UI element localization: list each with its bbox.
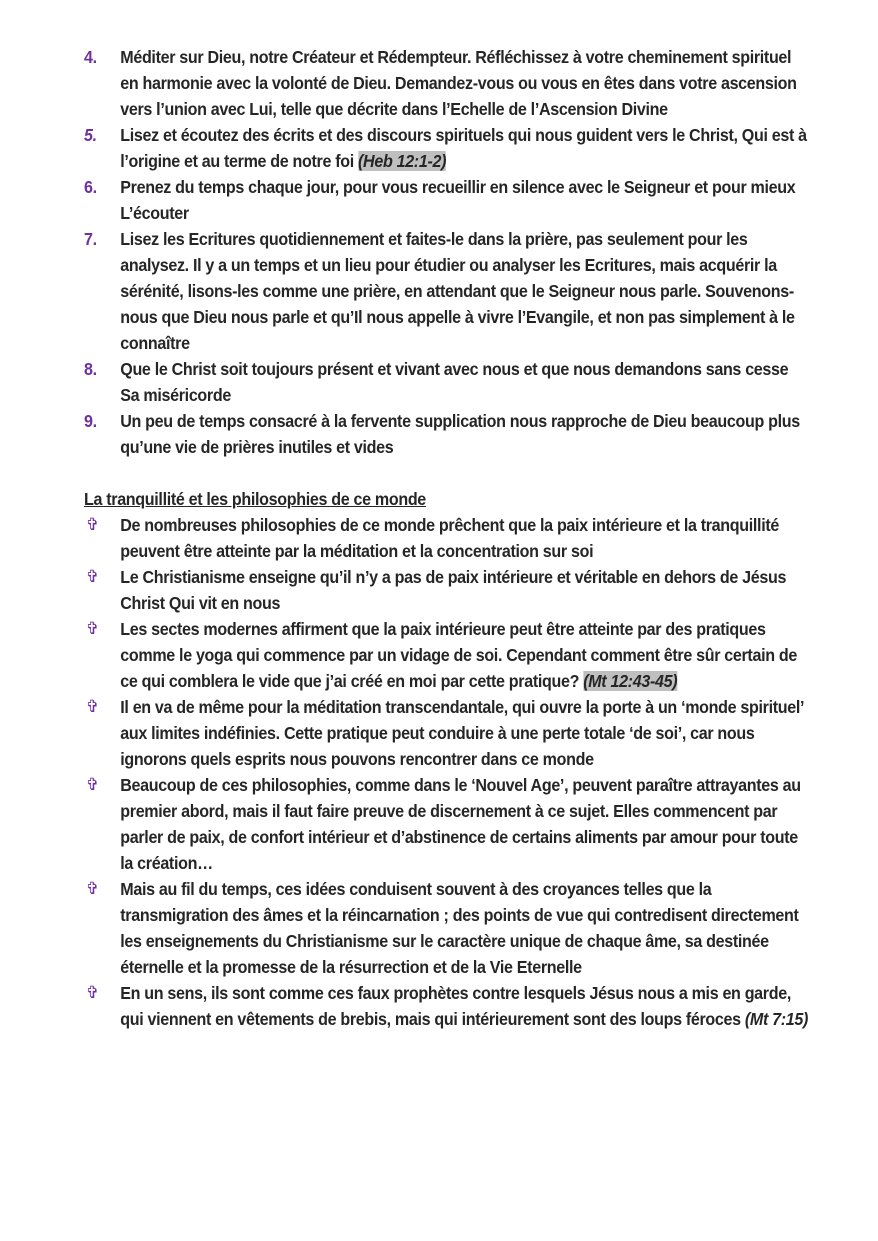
item-number: 5. [84,125,97,145]
bullet-text: En un sens, ils sont comme ces faux prophètes contre lesquels Jésus nous a mis en garde, qui viennent en vêtements de brebis, mais qui intérieurement sont des loups féroces [120,983,791,1029]
scripture-reference: (Mt 12:43-45) [583,671,678,691]
bullet-item [84,980,809,1032]
list-item [84,44,809,122]
list-item [84,122,809,174]
item-number: 8. [84,359,97,379]
list-item [84,226,809,356]
item-text: Prenez du temps chaque jour, pour vous recueillir en silence avec le Seigneur et pour mieux L’écouter [120,177,796,223]
latin-cross-icon: ✞ [85,697,99,716]
item-text: Que le Christ soit toujours présent et vivant avec nous et que nous demandons sans cesse Sa miséricorde [120,359,789,405]
bullet-item [84,616,809,694]
bullet-item [84,876,809,980]
bullet-text: Beaucoup de ces philosophies, comme dans le ‘Nouvel Age’, peuvent paraître attrayantes au premier abord, mais il faut faire preuve de discernement à ce sujet. Elles commencent par parler de paix, de confort intérieur et d’abstinence de certains aliments par amour pour toute la création… [120,775,801,873]
item-number: 9. [84,411,97,431]
latin-cross-icon: ✞ [85,879,99,898]
bullet-item [84,694,809,772]
latin-cross-icon: ✞ [85,775,99,794]
item-text: Lisez les Ecritures quotidiennement et faites-le dans la prière, pas seulement pour les analysez. Il y a un temps et un lieu pour étudier ou analyser les Ecritures, mais acquérir la sérénité, lisons-les comme une prière, en attendant que le Seigneur nous parle. Souvenons-nous que Dieu nous parle et qu’Il nous appelle à vivre l’Evangile, et non pas simplement à le connaître [120,229,795,353]
section-heading: La tranquillité et les philosophies de ce monde [84,489,426,509]
bullet-text: Mais au fil du temps, ces idées conduisent souvent à des croyances telles que la transmigration des âmes et la réincarnation ; des points de vue qui contredisent directement les enseignements du Christianisme sur le caractère unique de chaque âme, sa destinée éternelle et la promesse de la résurrection et de la Vie Eternelle [120,879,799,977]
bullet-text: Les sectes modernes affirment que la paix intérieure peut être atteinte par des pratiques comme le yoga qui commence par un vidage de soi. Cependant comment être sûr certain de ce qui comblera le vide que j’ai créé en moi par cette pratique? [120,619,797,691]
scripture-reference: (Heb 12:1-2) [358,151,447,171]
list-item [84,408,809,460]
latin-cross-icon: ✞ [85,983,99,1002]
bullet-item [84,564,809,616]
item-number: 6. [84,177,97,197]
item-text: Méditer sur Dieu, notre Créateur et Rédempteur. Réfléchissez à votre cheminement spirituel en harmonie avec la volonté de Dieu. Demandez-vous ou vous en êtes dans votre ascension vers l’union avec Lui, telle que décrite dans l’Echelle de l’Ascension Divine [120,47,797,119]
item-text: Lisez et écoutez des écrits et des discours spirituels qui nous guident vers le Christ, Qui est à l’origine et au terme de notre foi [120,125,807,171]
bullet-item [84,772,809,876]
bullet-text: Il en va de même pour la méditation transcendantale, qui ouvre la porte à un ‘monde spirituel’ aux limites indéfinies. Cette pratique peut conduire à une perte totale ‘de soi’, car nous ignorons quels esprits nous pouvons rencontrer dans ce monde [120,697,804,769]
scripture-reference: (Mt 7:15) [744,1009,809,1029]
latin-cross-icon: ✞ [85,515,99,534]
bullet-list [84,512,809,1032]
list-item [84,174,809,226]
bullet-text: Le Christianisme enseigne qu’il n’y a pas de paix intérieure et véritable en dehors de Jésus Christ Qui vit en nous [120,567,787,613]
document-body [84,44,809,1032]
bullet-item [84,512,809,564]
latin-cross-icon: ✞ [85,567,99,586]
item-number: 4. [84,47,97,67]
numbered-list [84,44,809,460]
bullet-text: De nombreuses philosophies de ce monde prêchent que la paix intérieure et la tranquillité peuvent être atteinte par la méditation et la concentration sur soi [120,515,779,561]
latin-cross-icon: ✞ [85,619,99,638]
item-text: Un peu de temps consacré à la fervente supplication nous rapproche de Dieu beaucoup plus qu’une vie de prières inutiles et vides [120,411,800,457]
list-item [84,356,809,408]
item-number: 7. [84,229,97,249]
